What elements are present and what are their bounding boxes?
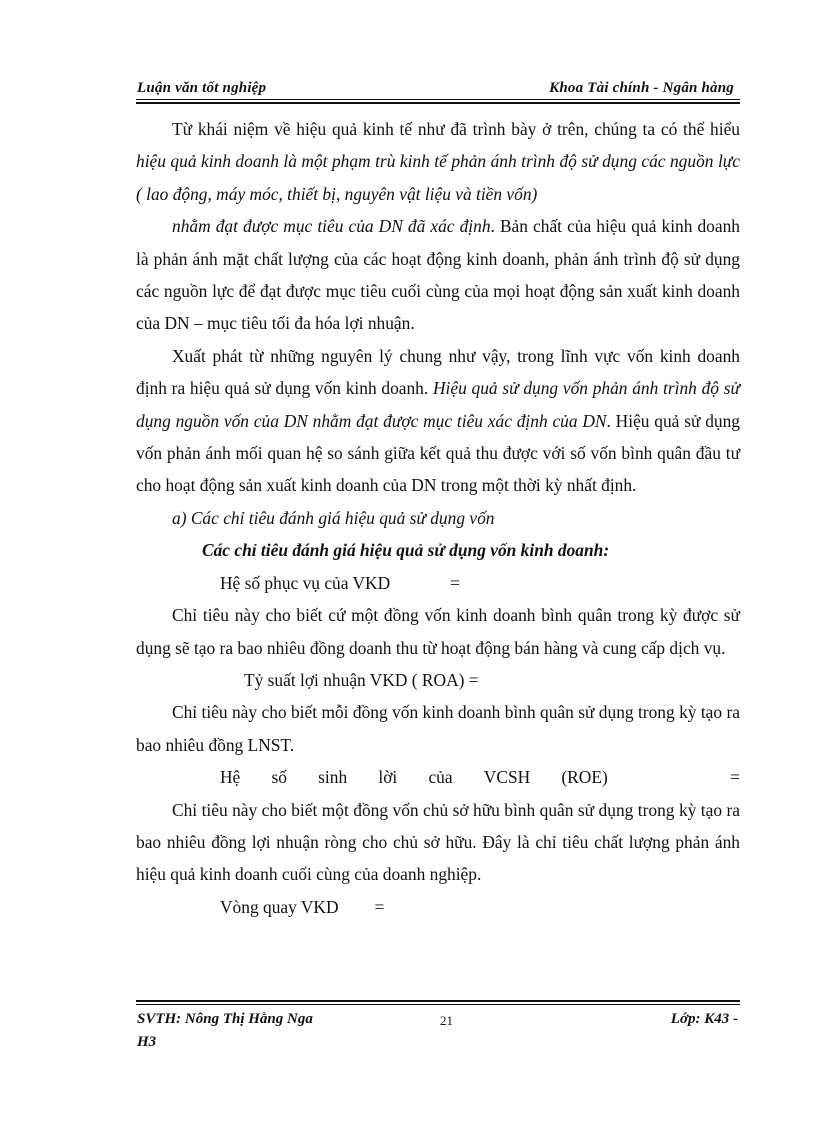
formula-4-equals: = — [374, 896, 385, 917]
formula-3-word: Hệ — [220, 767, 241, 788]
p2-text-a: Xuất phát từ những nguyên lý chung như vậy, trong lĩnh vực vốn kinh doanh định ra hiệu quả sử dụng vốn kinh doanh. — [136, 345, 740, 399]
paragraph-1 — [136, 113, 740, 210]
body-text — [136, 113, 740, 923]
header-rule-thin — [136, 99, 740, 100]
subheading-text: a) Các chỉ tiêu đánh giá hiệu quả sử dụng vốn — [172, 507, 495, 528]
page-number: 21 — [440, 1013, 453, 1028]
footer-class: Lớp: K43 - — [670, 1011, 738, 1027]
header-left: Luận văn tốt nghiệp — [137, 80, 267, 96]
p1-text-b: . Bản chất của hiệu quả kinh doanh là phản ánh mặt chất lượng của các hoạt động kinh doanh, phản ánh trình độ sử dụng các nguồn lực để đạt được mục tiêu cuối cùng của mọi hoạt động sản xuất kinh doanh của DN – mục tiêu tối đa hóa lợi nhuận. — [136, 216, 740, 334]
formula-3-equals: = — [730, 767, 740, 788]
p1-italic-definition: hiệu quả kinh doanh là một phạm trù kinh tế phản ánh trình độ sử dụng các nguồn lực ( lao động, máy móc, thiết bị, nguyên vật liệu và tiền vốn) — [136, 151, 740, 204]
formula-vkd-turnover — [136, 891, 740, 923]
formula-vkd-service — [136, 567, 740, 599]
formula-3-word: VCSH — [483, 767, 531, 788]
formula-3-word: của — [428, 767, 453, 788]
formula-roa: Tỷ suất lợi nhuận VKD ( ROA) = — [244, 669, 479, 690]
footer-class-cont: H3 — [137, 1034, 157, 1050]
subheading — [136, 502, 740, 534]
p1-italic-purpose: nhằm đạt được mục tiêu của DN đã xác định — [172, 216, 491, 237]
formula-1-description: Chỉ tiêu này cho biết cứ một đồng vốn kinh doanh bình quân trong kỳ được sử dụng sẽ tạo ra bao nhiêu đồng doanh thu từ hoạt động bán hàng và cung cấp dịch vụ. — [136, 605, 740, 658]
formula-3-word: lời — [378, 767, 398, 788]
formula-3-word: sinh — [318, 767, 348, 788]
footer-author: SVTH: Nông Thị Hằng Nga — [137, 1011, 313, 1027]
formula-4-label: Vòng quay VKD — [220, 896, 339, 917]
formula-2-description: Chỉ tiêu này cho biết mỗi đồng vốn kinh doanh bình quân sử dụng trong kỳ tạo ra bao nhiêu đồng LNST. — [136, 702, 740, 755]
formula-1-equals: = — [450, 572, 460, 593]
header-right: Khoa Tài chính - Ngân hàng — [549, 80, 734, 96]
formula-1-label: Hệ số phục vụ của VKD — [220, 572, 391, 593]
paragraph-2 — [136, 340, 740, 502]
formula-roe — [136, 761, 740, 793]
formula-3-word: số — [271, 767, 287, 788]
header-rule-thick — [136, 102, 740, 104]
footer-rule-thick — [136, 1000, 740, 1002]
p2-italic-definition: Hiệu quả sử dụng vốn phản ánh trình độ sử dụng nguồn vốn của DN nhằm đạt được mục tiêu xác định của DN — [136, 378, 740, 431]
paragraph-1-cont — [136, 210, 740, 340]
bold-heading: Các chỉ tiêu đánh giá hiệu quả sử dụng vốn kinh doanh: — [202, 540, 610, 561]
p1-text-a: Từ khái niệm về hiệu quả kinh tế như đã trình bày ở trên, chúng ta có thể hiểu — [172, 119, 740, 139]
footer-rule-thin — [136, 1004, 740, 1005]
p2-text-b: . Hiệu quả sử dụng vốn phản ánh mối quan hệ so sánh giữa kết quả thu được với số vốn bình quân đầu tư cho hoạt động sản xuất kinh doanh của DN trong một thời kỳ nhất định. — [136, 410, 740, 496]
formula-3-word: (ROE) — [561, 767, 608, 788]
formula-3-description: Chỉ tiêu này cho biết một đồng vốn chủ sở hữu bình quân sử dụng trong kỳ tạo ra bao nhiêu đồng lợi nhuận ròng cho chủ sở hữu. Đây là chỉ tiêu chất lượng phản ánh hiệu quả kinh doanh cuối cùng của doanh nghiệp. — [136, 799, 740, 885]
